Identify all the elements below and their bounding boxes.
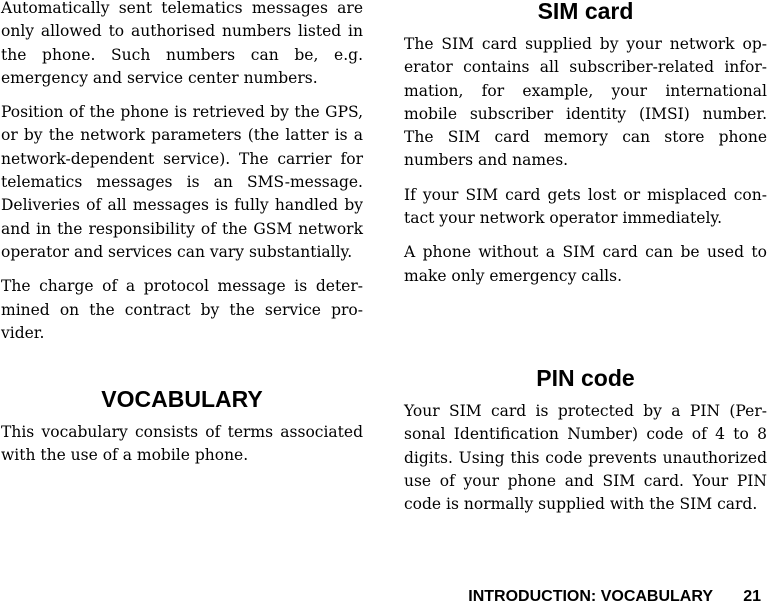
pin-code-heading: PIN code [536, 364, 635, 391]
right-column [404, 0, 767, 516]
protocol-message-charge-paragraph: The charge of a protocol message is determined on the contract by the service provider. [1, 277, 363, 342]
pin-code-paragraph: Your SIM card is protected by a PIN (Personal Identification Number) code of 4 to 8 digits. Using this code prevents unauthorized use of your phone and SIM card. Your PIN code is normally supplied with the SIM card. [404, 401, 767, 514]
vocabulary-intro-paragraph: This vocabulary consists of terms associated with the use of a mobile phone. [1, 423, 363, 465]
telematics-authorised-numbers-paragraph: Automatically sent telematics messages are only allowed to authorised numbers listed in the phone. Such numbers can be, e.g. emergency and service center numbers. [1, 0, 363, 87]
sim-card-contents-paragraph: The SIM card supplied by your network operator contains all subscriber-related information, for example, your international mobile subscriber identity (IMSI) number. The SIM card memory can store phone numbers and names. [404, 35, 767, 170]
page-footer [0, 587, 767, 607]
sim-card-heading: SIM card [537, 0, 634, 24]
running-footer-title: INTRODUCTION: VOCABULARY [468, 588, 713, 605]
left-column [1, 0, 363, 468]
sim-card-lost-paragraph: If your SIM card gets lost or misplaced contact your network operator immediately. [404, 185, 767, 228]
emergency-calls-paragraph: A phone without a SIM card can be used to make only emergency calls. [404, 243, 767, 285]
vocabulary-heading: VOCABULARY [101, 386, 263, 413]
phone-position-paragraph: Position of the phone is retrieved by the GPS, or by the network parameters (the latter is a network-dependent service). The carrier for telematics messages is an SMS-message. Deliveries of all messages is fully handled by and in the responsibility of the GSM network operator and services can vary substantially. [1, 103, 363, 261]
page-number: 21 [743, 588, 761, 605]
